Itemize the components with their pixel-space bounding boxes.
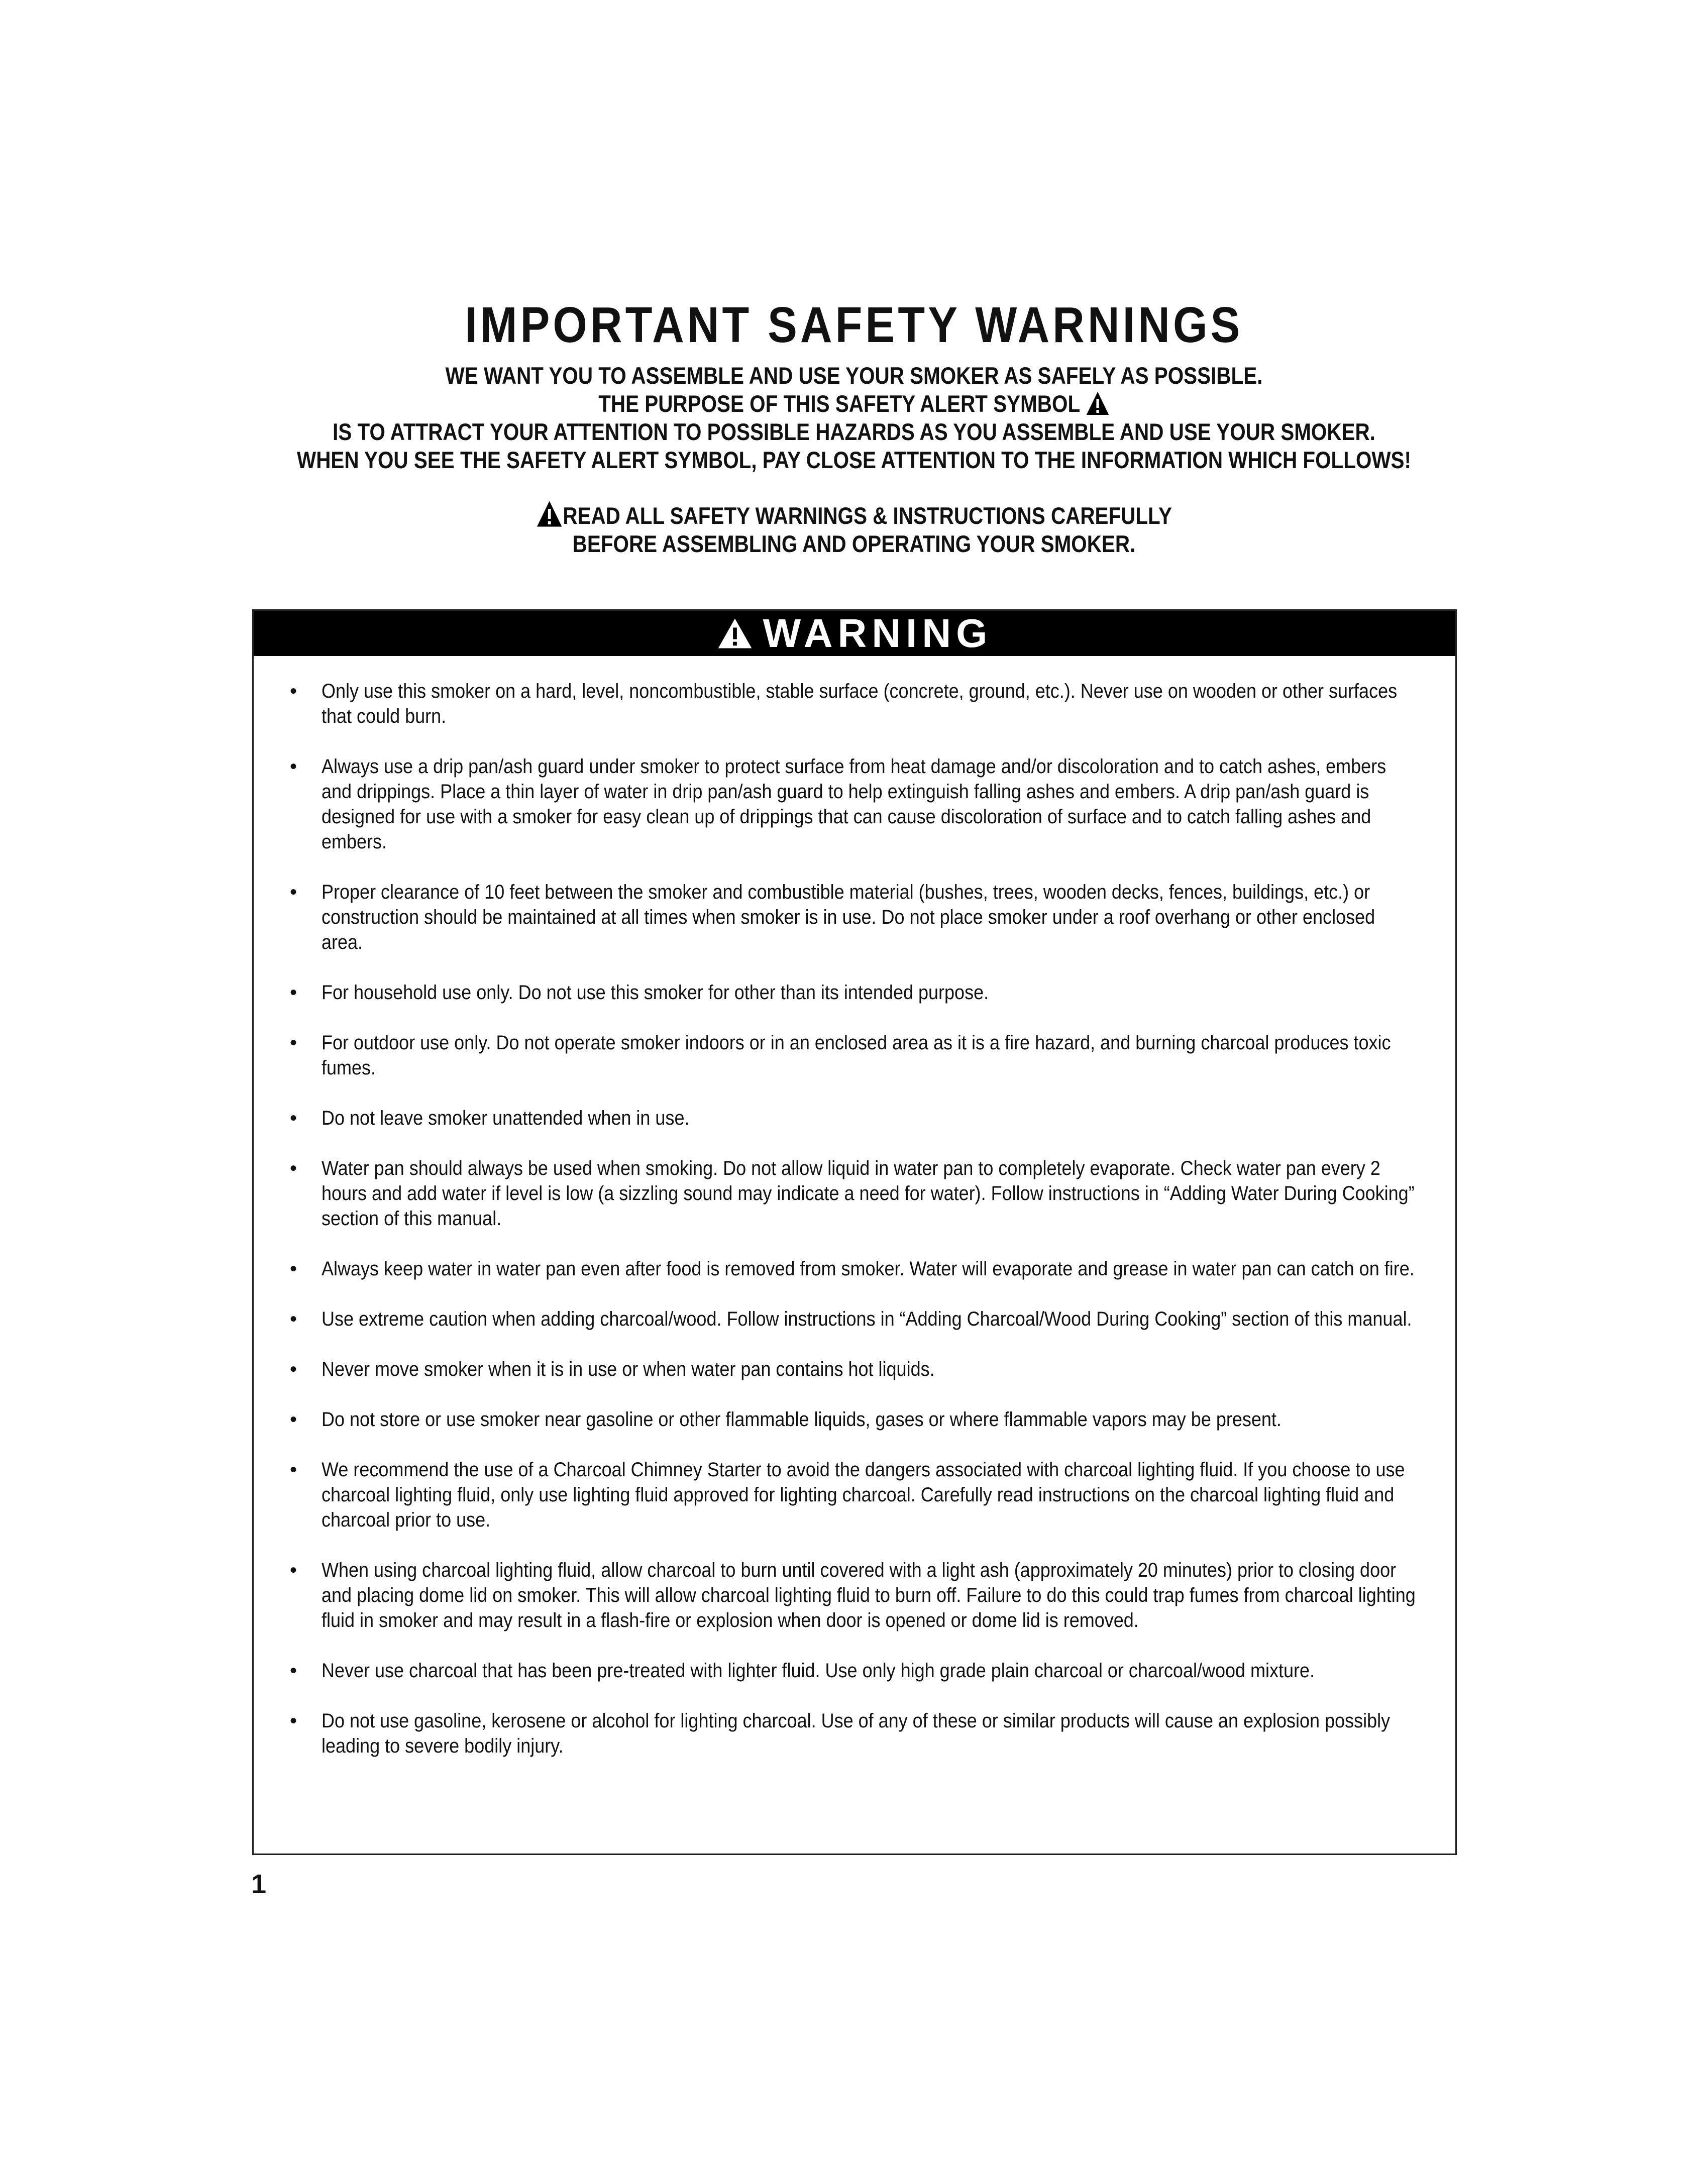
bullet: • [290, 1459, 297, 1481]
list-item [284, 1256, 1414, 1281]
read-all-line-1: READ ALL SAFETY WARNINGS & INSTRUCTIONS CAREFULLY [563, 502, 1172, 529]
list-item [284, 1306, 1414, 1332]
list-item [284, 1658, 1414, 1683]
warning-item-text: For household use only. Do not use this smoker for other than its intended purpose. [322, 982, 989, 1004]
list-item [284, 1156, 1414, 1231]
intro-line-3: IS TO ATTRACT YOUR ATTENTION TO POSSIBLE HAZARDS AS YOU ASSEMBLE AND USE YOUR SMOKER. [333, 418, 1375, 445]
warning-item-text: For outdoor use only. Do not operate smoker indoors or in an enclosed area as it is a fire hazard, and burning charcoal produces toxic fumes. [322, 1032, 1391, 1079]
warning-item-text: Do not use gasoline, kerosene or alcohol for lighting charcoal. Use of any of these or similar products will cause an explosion possibly leading to severe bodily injury. [322, 1710, 1391, 1757]
intro-line-4: WHEN YOU SEE THE SAFETY ALERT SYMBOL, PAY CLOSE ATTENTION TO THE INFORMATION WHICH FOLLOWS! [297, 447, 1411, 473]
bullet: • [290, 881, 297, 903]
page-title: IMPORTANT SAFETY WARNINGS [465, 297, 1243, 353]
warning-item-text: We recommend the use of a Charcoal Chimney Starter to avoid the dangers associated with charcoal lighting fluid. If you choose to use charcoal lighting fluid, only use lighting fluid approved for lighting charcoal. Carefully read instructions on the charcoal lighting fluid and charcoal prior to use. [322, 1459, 1405, 1531]
bullet: • [290, 1157, 297, 1179]
list-item [284, 1030, 1414, 1080]
bullet: • [290, 1308, 297, 1330]
list-item [284, 1708, 1414, 1759]
bullet: • [290, 755, 297, 778]
bullet: • [290, 1032, 297, 1054]
warning-item-text: When using charcoal lighting fluid, allow charcoal to burn until covered with a light ash (approximately 20 minutes) prior to closing door and placing dome lid on smoker. This will allow charcoal lighting fluid to burn off. Failure to do this could trap fumes from charcoal lighting fluid in smoker and may result in a flash-fire or explosion when door is opened or dome lid is removed. [322, 1559, 1416, 1631]
read-all-line-2: BEFORE ASSEMBLING AND OPERATING YOUR SMOKER. [572, 530, 1136, 557]
list-item [284, 980, 1414, 1005]
warning-list [284, 679, 1414, 1784]
list-item [284, 1106, 1414, 1131]
bullet: • [290, 680, 297, 702]
warning-item-text: Always use a drip pan/ash guard under smoker to protect surface from heat damage and/or discoloration and to catch ashes, embers and drippings. Place a thin layer of water in drip pan/ash guard to help extinguish falling ashes and embers. A drip pan/ash guard is designed for use with a smoker for easy clean up of drippings that can cause discoloration of surface and to catch falling ashes and embers. [322, 755, 1386, 853]
list-item [284, 1357, 1414, 1382]
warning-item-text: Never use charcoal that has been pre-treated with lighter fluid. Use only high grade plain charcoal or charcoal/wood mixture. [322, 1660, 1315, 1682]
warning-header-label: WARNING [763, 611, 993, 656]
list-item [284, 1558, 1414, 1633]
list-item [284, 1407, 1414, 1432]
bullet: • [290, 1358, 297, 1380]
intro-line-2: THE PURPOSE OF THIS SAFETY ALERT SYMBOL [598, 390, 1080, 417]
warning-item-text: Only use this smoker on a hard, level, noncombustible, stable surface (concrete, ground, etc.). Never use on wooden or other surfaces that could burn. [322, 680, 1398, 727]
warning-item-text: Use extreme caution when adding charcoal/wood. Follow instructions in “Adding Charcoal/Wood During Cooking” section of this manual. [322, 1308, 1412, 1330]
warning-item-text: Water pan should always be used when smoking. Do not allow liquid in water pan to completely evaporate. Check water pan every 2 hours and add water if level is low (a sizzling sound may indicate a need for water). Follow instructions in “Adding Water During Cooking” section of this manual. [322, 1157, 1415, 1230]
bullet: • [290, 1660, 297, 1682]
list-item [284, 1457, 1414, 1533]
read-all-notice [120, 500, 1588, 558]
safety-alert-icon [1086, 391, 1110, 416]
warning-item-text: Always keep water in water pan even after food is removed from smoker. Water will evaporate and grease in water pan can catch on fire. [322, 1258, 1415, 1280]
page-number: 1 [251, 1869, 267, 1899]
bullet: • [290, 982, 297, 1004]
bullet: • [290, 1559, 297, 1581]
warning-triangle-icon [717, 617, 753, 649]
list-item [284, 880, 1414, 955]
bullet: • [290, 1107, 297, 1129]
intro-text [120, 362, 1588, 474]
bullet: • [290, 1408, 297, 1431]
warning-item-text: Proper clearance of 10 feet between the smoker and combustible material (bushes, trees, wooden decks, fences, buildings, etc.) or construction should be maintained at all times when smoker is in use. Do not place smoker under a roof overhang or other enclosed area. [322, 881, 1375, 953]
safety-alert-icon [536, 500, 563, 528]
bullet: • [290, 1258, 297, 1280]
warning-item-text: Do not store or use smoker near gasoline or other flammable liquids, gases or where flammable vapors may be present. [322, 1408, 1282, 1431]
list-item [284, 754, 1414, 854]
warning-item-text: Do not leave smoker unattended when in use. [322, 1107, 690, 1129]
list-item [284, 679, 1414, 729]
intro-line-2-wrap [120, 390, 1588, 418]
bullet: • [290, 1710, 297, 1732]
warning-item-text: Never move smoker when it is in use or when water pan contains hot liquids. [322, 1358, 935, 1380]
read-all-line-1-wrap [120, 500, 1588, 530]
warning-header-bar [254, 611, 1455, 656]
intro-line-1: WE WANT YOU TO ASSEMBLE AND USE YOUR SMOKER AS SAFELY AS POSSIBLE. [445, 362, 1263, 389]
warning-box [252, 609, 1457, 1855]
